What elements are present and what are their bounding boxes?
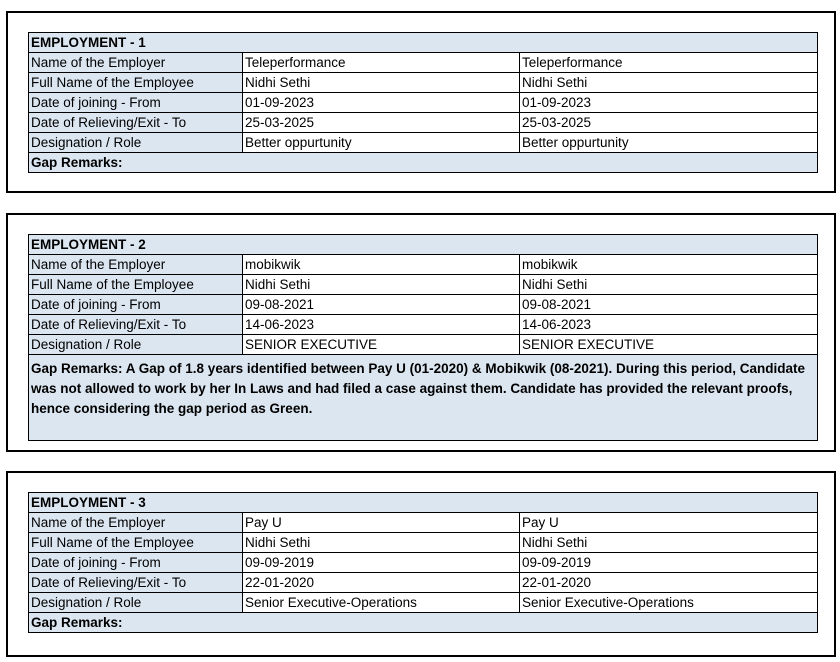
- joining-value-claimed: 01-09-2023: [243, 93, 520, 113]
- gap-remarks: Gap Remarks:: [29, 153, 818, 173]
- employer-label: Name of the Employer: [29, 513, 243, 533]
- designation-label: Designation / Role: [29, 593, 243, 613]
- table-row: [29, 573, 818, 593]
- designation-value-verified: Better oppurtunity: [520, 133, 818, 153]
- table-row: [29, 315, 818, 335]
- designation-value-verified: Senior Executive-Operations: [520, 593, 818, 613]
- employee-value-verified: Nidhi Sethi: [520, 73, 818, 93]
- employment-section-2: [6, 213, 836, 452]
- employer-value-claimed: Pay U: [243, 513, 520, 533]
- designation-label: Designation / Role: [29, 133, 243, 153]
- joining-label: Date of joining - From: [29, 295, 243, 315]
- table-row: [29, 93, 818, 113]
- table-row: [29, 235, 818, 255]
- employment-title: EMPLOYMENT - 1: [29, 33, 818, 53]
- joining-label: Date of joining - From: [29, 553, 243, 573]
- table-row: [29, 275, 818, 295]
- relieving-label: Date of Relieving/Exit - To: [29, 315, 243, 335]
- table-row: [29, 553, 818, 573]
- joining-value-verified: 01-09-2023: [520, 93, 818, 113]
- joining-value-verified: 09-09-2019: [520, 553, 818, 573]
- employment-table-2: [28, 234, 818, 441]
- employment-table-1: [28, 32, 818, 173]
- table-row: [29, 113, 818, 133]
- employment-section-1: [6, 11, 836, 193]
- employment-title: EMPLOYMENT - 3: [29, 493, 818, 513]
- employer-label: Name of the Employer: [29, 255, 243, 275]
- table-row: [29, 255, 818, 275]
- employee-label: Full Name of the Employee: [29, 533, 243, 553]
- employee-label: Full Name of the Employee: [29, 275, 243, 295]
- designation-value-claimed: Senior Executive-Operations: [243, 593, 520, 613]
- joining-value-verified: 09-08-2021: [520, 295, 818, 315]
- relieving-value-claimed: 14-06-2023: [243, 315, 520, 335]
- employment-title: EMPLOYMENT - 2: [29, 235, 818, 255]
- table-row: [29, 33, 818, 53]
- employee-label: Full Name of the Employee: [29, 73, 243, 93]
- table-row: [29, 513, 818, 533]
- employer-value-claimed: Teleperformance: [243, 53, 520, 73]
- table-row: [29, 533, 818, 553]
- relieving-value-claimed: 22-01-2020: [243, 573, 520, 593]
- employment-section-3: [6, 471, 836, 657]
- employee-value-claimed: Nidhi Sethi: [243, 73, 520, 93]
- table-row: [29, 73, 818, 93]
- relieving-value-verified: 14-06-2023: [520, 315, 818, 335]
- employee-value-claimed: Nidhi Sethi: [243, 275, 520, 295]
- employee-value-verified: Nidhi Sethi: [520, 533, 818, 553]
- designation-value-verified: SENIOR EXECUTIVE: [520, 335, 818, 355]
- employer-value-verified: Teleperformance: [520, 53, 818, 73]
- table-row: [29, 335, 818, 355]
- relieving-value-verified: 22-01-2020: [520, 573, 818, 593]
- designation-label: Designation / Role: [29, 335, 243, 355]
- employer-value-claimed: mobikwik: [243, 255, 520, 275]
- table-row: [29, 153, 818, 173]
- table-row: [29, 53, 818, 73]
- employee-value-verified: Nidhi Sethi: [520, 275, 818, 295]
- employer-value-verified: mobikwik: [520, 255, 818, 275]
- table-row: [29, 613, 818, 633]
- employer-value-verified: Pay U: [520, 513, 818, 533]
- joining-label: Date of joining - From: [29, 93, 243, 113]
- joining-value-claimed: 09-08-2021: [243, 295, 520, 315]
- joining-value-claimed: 09-09-2019: [243, 553, 520, 573]
- table-row: [29, 355, 818, 441]
- gap-remarks: Gap Remarks:: [29, 613, 818, 633]
- relieving-label: Date of Relieving/Exit - To: [29, 113, 243, 133]
- gap-remarks: Gap Remarks: A Gap of 1.8 years identified between Pay U (01-2020) & Mobikwik (08-2021). During this period, Candidate was not allowed to work by her In Laws and had filed a case against them. Candidate has provided the relevant proofs, hence considering the gap period as Green.: [29, 355, 818, 441]
- employer-label: Name of the Employer: [29, 53, 243, 73]
- relieving-label: Date of Relieving/Exit - To: [29, 573, 243, 593]
- table-row: [29, 133, 818, 153]
- relieving-value-verified: 25-03-2025: [520, 113, 818, 133]
- table-row: [29, 493, 818, 513]
- employee-value-claimed: Nidhi Sethi: [243, 533, 520, 553]
- relieving-value-claimed: 25-03-2025: [243, 113, 520, 133]
- designation-value-claimed: Better oppurtunity: [243, 133, 520, 153]
- table-row: [29, 593, 818, 613]
- employment-table-3: [28, 492, 818, 633]
- table-row: [29, 295, 818, 315]
- designation-value-claimed: SENIOR EXECUTIVE: [243, 335, 520, 355]
